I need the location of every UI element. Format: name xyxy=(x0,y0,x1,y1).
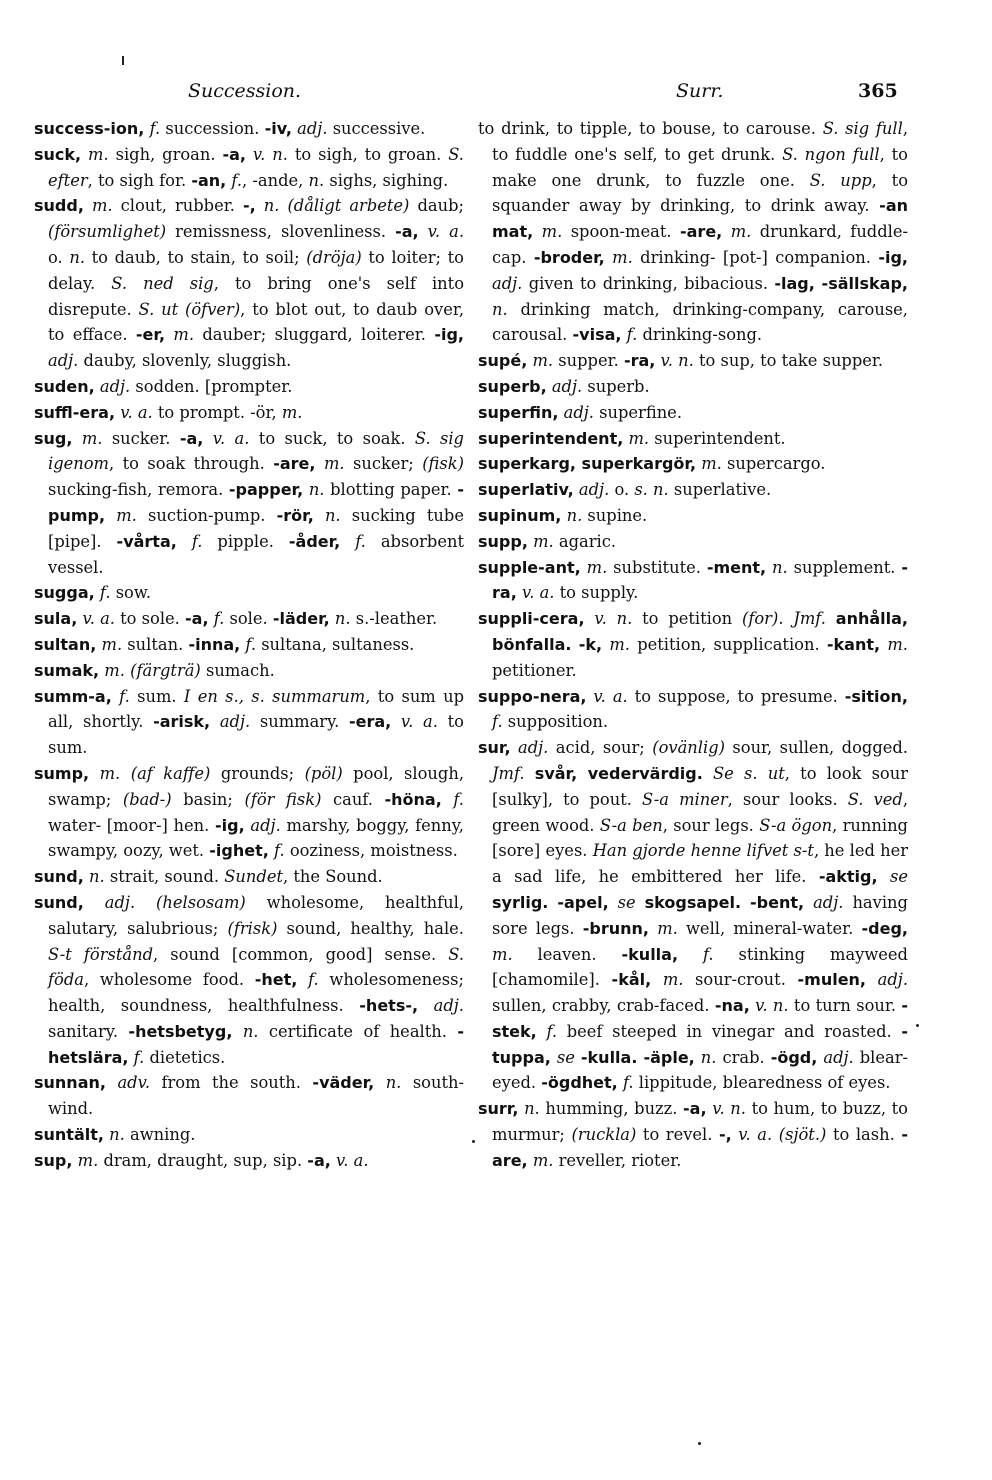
dictionary-entry: supinum, n. supine. xyxy=(478,505,648,525)
print-mark xyxy=(122,56,124,65)
dictionary-entry: to drink, to tipple, to bouse, to carouse. S. sig full, to fuddle one's self, to get drunk. S. ngon full, to make one drunk, to fuzzle one. S. upp, to squander away by drinking, to drink away. -an mat, m. spoon-meat. -are, m. drunkard, fuddle-cap. -broder, m. drinking- [pot-] companion. -ig, adj. given to drinking, bibacious. -lag, -sällskap, n. drinking match, drinking-company, carouse, carousal. -visa, f. drinking-song. xyxy=(478,119,908,345)
dictionary-entry: suntält, n. awning. xyxy=(34,1125,196,1145)
print-mark xyxy=(698,1442,701,1445)
dictionary-entry: sumak, m. (färgträ) sumach. xyxy=(34,660,275,680)
dictionary-entry: suppli-cera, v. n. to petition (for). Jmf. anhålla, bönfalla. -k, m. petition, supplication. -kant, m. petitioner. xyxy=(478,609,908,680)
dictionary-entry: sugga, f. sow. xyxy=(34,583,152,603)
dictionary-entry: suffl-era, v. a. to prompt. -ör, m. xyxy=(34,402,303,422)
dictionary-entry: superkarg, superkargör, m. supercargo. xyxy=(478,454,826,474)
dictionary-entry: sump, m. (af kaffe) grounds; (pöl) pool, slough, swamp; (bad-) basin; (för fisk) cauf. -höna, f. water- [moor-] hen. -ig, adj. marshy, boggy, fenny, swampy, oozy, wet. -ighet, f. ooziness, moistness. xyxy=(34,763,464,861)
dictionary-entry: supé, m. supper. -ra, v. n. to sup, to take supper. xyxy=(478,351,884,371)
print-mark xyxy=(916,1024,919,1027)
print-mark xyxy=(472,1140,475,1143)
right-column xyxy=(478,116,908,1174)
dictionary-entry: surr, n. humming, buzz. -a, v. n. to hum, to buzz, to murmur; (ruckla) to revel. -, v. a. (sjöt.) to lash. -are, m. reveller, rioter. xyxy=(478,1099,908,1170)
dictionary-entry: superb, adj. superb. xyxy=(478,376,650,396)
dictionary-entry: sug, m. sucker. -a, v. a. to suck, to soak. S. sig igenom, to soak through. -are, m. sucker; (fisk) sucking-fish, remora. -papper, n. blotting paper. -pump, m. suction-pump. -rör, n. sucking tube [pipe]. -vårta, f. pipple. -åder, f. absorbent vessel. xyxy=(34,428,464,577)
dictionary-entry: sultan, m. sultan. -inna, f. sultana, sultaness. xyxy=(34,634,415,654)
dictionary-entry: sudd, m. clout, rubber. -, n. (dåligt arbete) daub; (försumlighet) remissness, slovenliness. -a, v. a. o. n. to daub, to stain, to soil; (dröja) to loiter; to delay. S. ned sig, to bring one's self into disrepute. S. ut (öfver), to blot out, to daub over, to efface. -er, m. dauber; sluggard, loiterer. -ig, adj. dauby, slovenly, sluggish. xyxy=(34,196,464,371)
dictionary-entry: suden, adj. sodden. [prompter. xyxy=(34,376,293,396)
dictionary-entry: success-ion, f. succession. -iv, adj. successive. xyxy=(34,119,426,138)
dictionary-entry: suppo-nera, v. a. to suppose, to presume. -sition, f. supposition. xyxy=(478,686,908,732)
dictionary-entry: superfin, adj. superfine. xyxy=(478,402,682,422)
dictionary-entry: supp, m. agaric. xyxy=(478,531,617,551)
running-head-left: Succession. xyxy=(188,80,302,102)
dictionary-entry: suck, m. sigh, groan. -a, v. n. to sigh, to groan. S. efter, to sigh for. -an, f., -ande, n. sighs, sighing. xyxy=(34,144,464,190)
dictionary-entry: superlativ, adj. o. s. n. superlative. xyxy=(478,480,772,500)
dictionary-entry: sunnan, adv. from the south. -väder, n. south-wind. xyxy=(34,1073,464,1119)
dictionary-entry: summ-a, f. sum. I en s., s. summarum, to sum up all, shortly. -arisk, adj. summary. -era, v. a. to sum. xyxy=(34,686,465,758)
page-number: 365 xyxy=(858,80,898,102)
dictionary-entry: sula, v. a. to sole. -a, f. sole. -läder, n. s.-leather. xyxy=(34,609,438,629)
dictionary-entry: sund, n. strait, sound. Sundet, the Sound. xyxy=(34,867,383,887)
dictionary-entry: sur, adj. acid, sour; (ovänlig) sour, sullen, dogged. Jmf. svår, vedervärdig. Se s. ut, to look sour [sulky], to pout. S-a miner, sour looks. S. ved, green wood. S-a ben, sour legs. S-a ögon, running [sore] eyes. Han gjorde henne lifvet s-t, he led her a sad life, he embittered her life. -aktig, se syrlig. -apel, se skogsapel. -bent, adj. having sore legs. -brunn, m. well, mineral-water. -deg, m. leaven. -kulla, f. stinking mayweed [chamomile]. -kål, m. sour-crout. -mulen, adj. sullen, crabby, crab-faced. -na, v. n. to turn sour. -stek, f. beef steeped in vinegar and roasted. -tuppa, se -kulla. -äple, n. crab. -ögd, adj. blear-eyed. -ögdhet, f. lippitude, blearedness of eyes. xyxy=(478,738,909,1093)
dictionary-entry: sund, adj. (helsosam) wholesome, healthful, salutary, salubrious; (frisk) sound, healthy, hale. S-t förstånd, sound [common, good] sense. S. föda, wholesome food. -het, f. wholesomeness; health, soundness, healthfulness. -hets-, adj. sanitary. -hetsbetyg, n. certificate of health. -hetslära, f. dietetics. xyxy=(34,892,464,1067)
running-head-center: Surr. xyxy=(676,80,724,102)
dictionary-entry: supple-ant, m. substitute. -ment, n. supplement. -ra, v. a. to supply. xyxy=(478,557,908,603)
dictionary-entry: superintendent, m. superintendent. xyxy=(478,428,786,448)
left-column xyxy=(34,116,464,1174)
dictionary-entry: sup, m. dram, draught, sup, sip. -a, v. a. xyxy=(34,1150,369,1170)
